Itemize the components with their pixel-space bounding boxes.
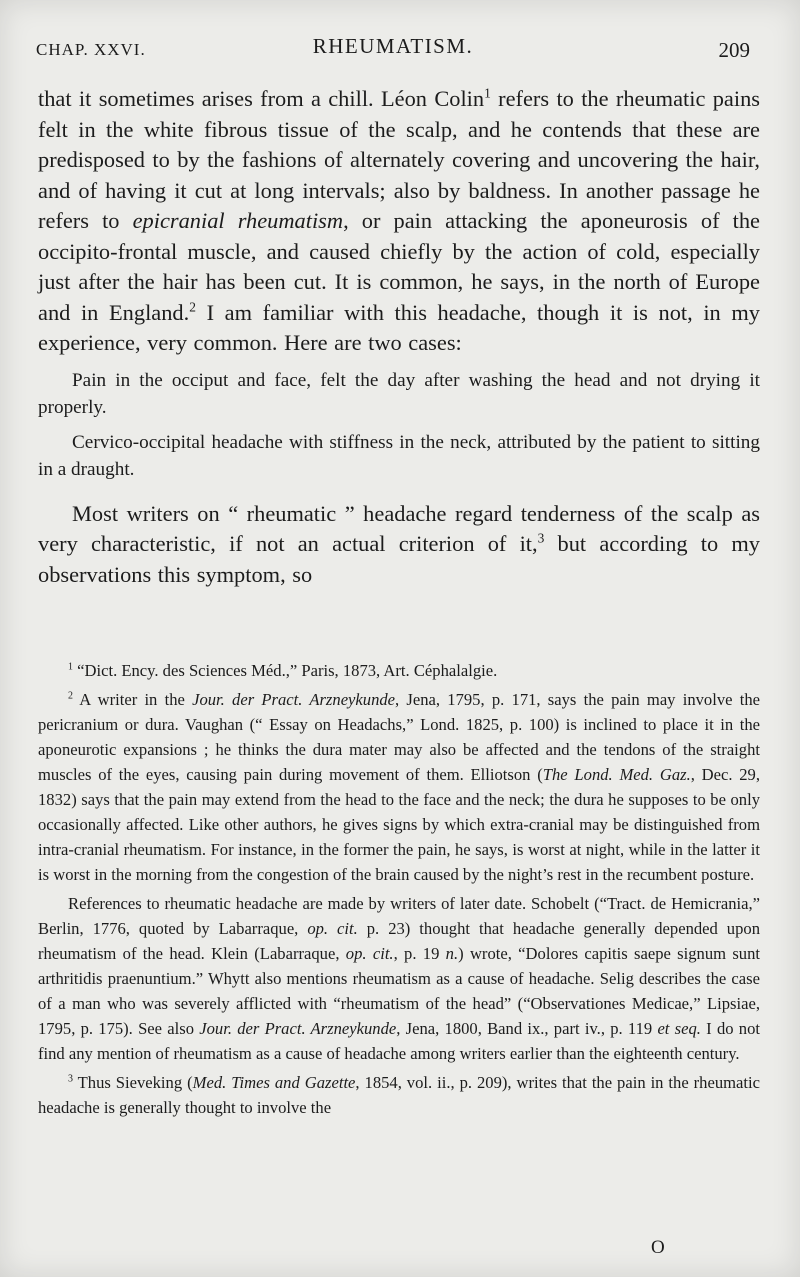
chapter-label: CHAP. XXVI. xyxy=(36,40,146,59)
footnote-ref-2: 2 xyxy=(189,299,196,315)
page-number: 209 xyxy=(718,38,750,62)
running-title: RHEUMATISM. xyxy=(312,34,474,58)
paragraph-colin: that it sometimes arises from a chill. Léon Colin$^1$ refers to the rheumatic pains felt in the white fibrous tissue of the scalp, and he contends that these are predisposed to by the fashions of alternately covering and uncovering the hair, and of having it cut at long intervals; also by baldness. In another passage he refers to epicranial rheumatism, or pain attacking the aponeurosis of the occipito-frontal muscle, and caused chiefly by the action of cold, especially just after the hair has been cut. It is common, he says, in the north of Europe and in England.$^2$ I am familiar with this headache, though it is not, in my experience, very common. Here are two cases: xyxy=(38,85,761,355)
case-2: Cervico-occipital headache with stiffness in the neck, attributed by the patient to sitting in a draught. xyxy=(38,431,760,480)
footnotes xyxy=(38,658,760,1120)
footnote-2-continued: References to rheumatic headache are made by writers of later date. Schobelt (“Tract. de Hemicrania,” Berlin, 1776, quoted by Labarraque, op. cit. p. 23) thought that headache generally depended upon rheumatism of the head. Klein (Labarraque, op. cit., p. 19 n.) wrote, “Dolores capitis saepe signum sunt arthritidis praenuntium.” Whytt also mentions rheumatism as a cause of headache. Selig describes the case of a man who was severely afflicted with “rheumatism of the head” (“Observationes Medicae,” Lipsiae, 1795, p. 175). See also Jour. der Pract. Arzneykunde, Jena, 1800, Band ix., part iv., p. 119 et seq. I do not find any mention of rheumatism as a cause of headache among writers earlier than the eighteenth century. xyxy=(38,894,760,1063)
running-header xyxy=(36,30,750,60)
footnote-ref-1: 1 xyxy=(484,85,491,101)
signature-mark: O xyxy=(651,1237,665,1258)
footnote-2: $^2$ A writer in the Jour. der Pract. Arzneykunde, Jena, 1795, p. 171, says the pain may involve the pericranium or dura. Vaughan (“ Essay on Headachs,” Lond. 1825, p. 100) is inclined to place it in the aponeurotic expansions ; he thinks the dura mater may also be affected and the tendons of the straight muscles of the eyes, causing pain during movement of them. Elliotson (The Lond. Med. Gaz., Dec. 29, 1832) says that the pain may extend from the head to the face and the neck; the dura he supposes to be only occasionally affected. Like other authors, he gives signs by which extra-cranial may be distinguished from intra-cranial rheumatism. For instance, in the former the pain, he says, is worst at night, while in the latter it is worst in the morning from the congestion of the brain caused by the night’s rest in the recumbent posture. xyxy=(38,690,760,884)
footnote-ref-3: 3 xyxy=(537,530,545,546)
case-1: Pain in the occiput and face, felt the day after washing the head and not drying it properly. xyxy=(38,369,760,418)
footnote-1: $^1$ “Dict. Ency. des Sciences Méd.,” Paris, 1873, Art. Céphalalgie. xyxy=(68,661,498,680)
emphasis-term: epicranial rheumatism xyxy=(132,208,344,233)
footnote-3: $^3$ Thus Sieveking (Med. Times and Gazette, 1854, vol. ii., p. 209), writes that the pain in the rheumatic headache is generally thought to involve the xyxy=(38,1073,760,1117)
paragraph-tenderness: Most writers on “ rheumatic ” headache regard tenderness of the scalp as very characteristic, if not an actual criterion of it,$^3$ but according to my observations this symptom, so xyxy=(38,500,761,587)
main-text xyxy=(38,84,760,590)
